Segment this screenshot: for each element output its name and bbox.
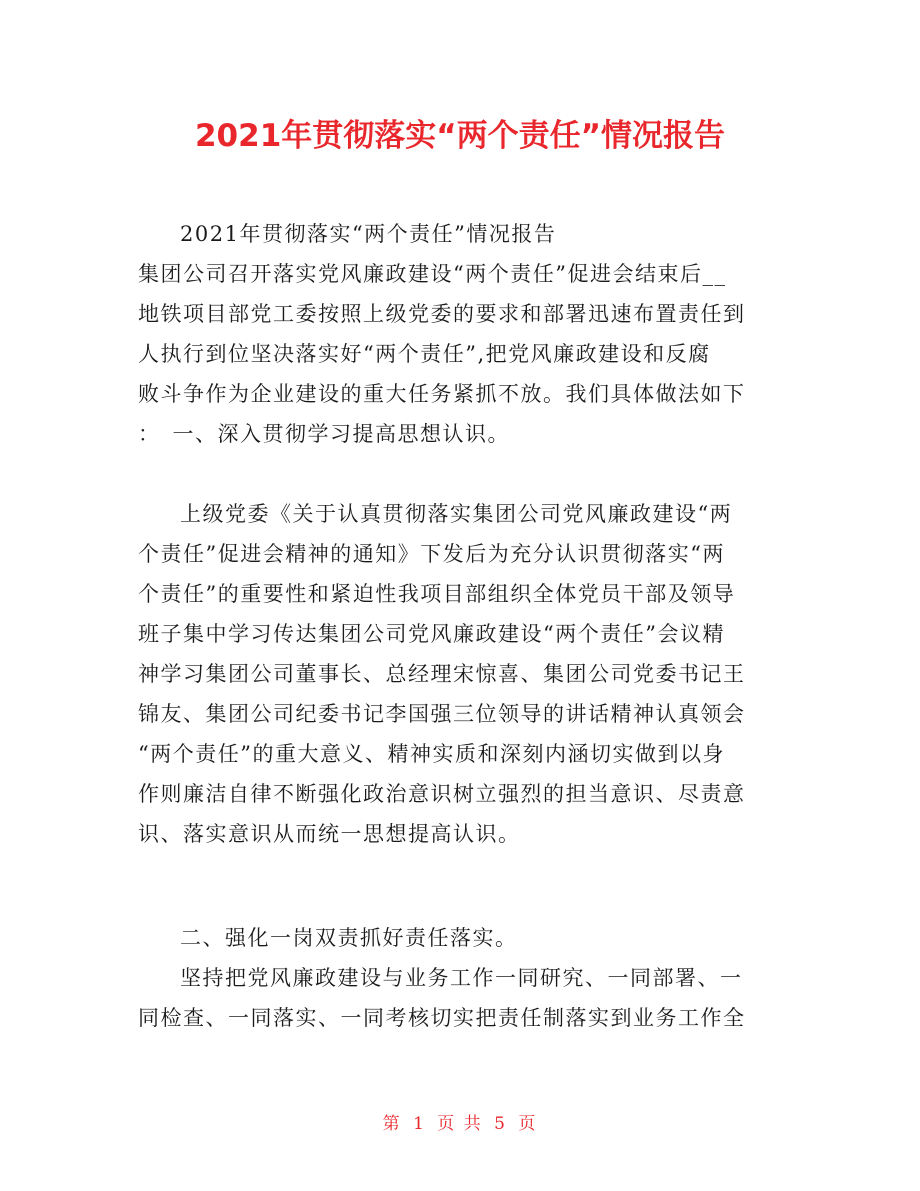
text-line: ： 一、深入贯彻学习提高思想认识。 [138,422,510,446]
paragraph-intro [138,214,784,454]
text-line: 上级党委《关于认真贯彻落实集团公司党风廉政建设“两 [180,502,733,526]
page-footer [0,1112,920,1136]
text-line: 作则廉洁自律不断强化政治意识树立强烈的担当意识、尽责意 [138,782,746,806]
text-line: 神学习集团公司董事长、总经理宋惊喜、集团公司党委书记王 [138,662,746,686]
text-line: 地铁项目部党工委按照上级党委的要求和部署迅速布置责任到 [138,302,746,326]
text-line: 败斗争作为企业建设的重大任务紧抓不放。我们具体做法如下 [138,382,746,406]
page-total: 5 [494,1114,507,1134]
text-line: 集团公司召开落实党风廉政建设“两个责任”促进会结束后__ [138,262,727,286]
text-line: 锦友、集团公司纪委书记李国强三位领导的讲话精神认真领会 [138,702,746,726]
text-line: 人执行到位坚决落实好“两个责任”,把党风廉政建设和反腐 [138,342,711,366]
section-heading-two [138,918,784,958]
text-line: 坚持把党风廉政建设与业务工作一同研究、一同部署、一 [180,966,743,990]
text-line: 个责任”促进会精神的通知》下发后为充分认识贯彻落实“两 [138,542,725,566]
paragraph-study [138,494,784,854]
text-line: 班子集中学习传达集团公司党风廉政建设“两个责任”会议精 [138,622,725,646]
paragraph-responsibility [138,958,784,1038]
text-line: 个责任”的重要性和紧迫性我项目部组织全体党员干部及领导 [138,582,736,606]
document-title: 2021年贯彻落实“两个责任”情况报告 [194,118,726,154]
page-number: 1 [413,1114,426,1134]
text-line: 识、落实意识从而统一思想提高认识。 [138,822,521,846]
text-line: “两个责任”的重大意义、精神实质和深刻内涵切实做到以身 [138,742,725,766]
footer-suffix: 页 [518,1114,538,1134]
text-line: 二、强化一岗双责抓好责任落实。 [180,926,518,950]
text-line: 同检查、一同落实、一同考核切实把责任制落实到业务工作全 [138,1006,746,1030]
text-line: 2021年贯彻落实“两个责任”情况报告 [180,222,557,246]
footer-middle: 页 共 [437,1114,483,1134]
footer-prefix: 第 [382,1114,402,1134]
